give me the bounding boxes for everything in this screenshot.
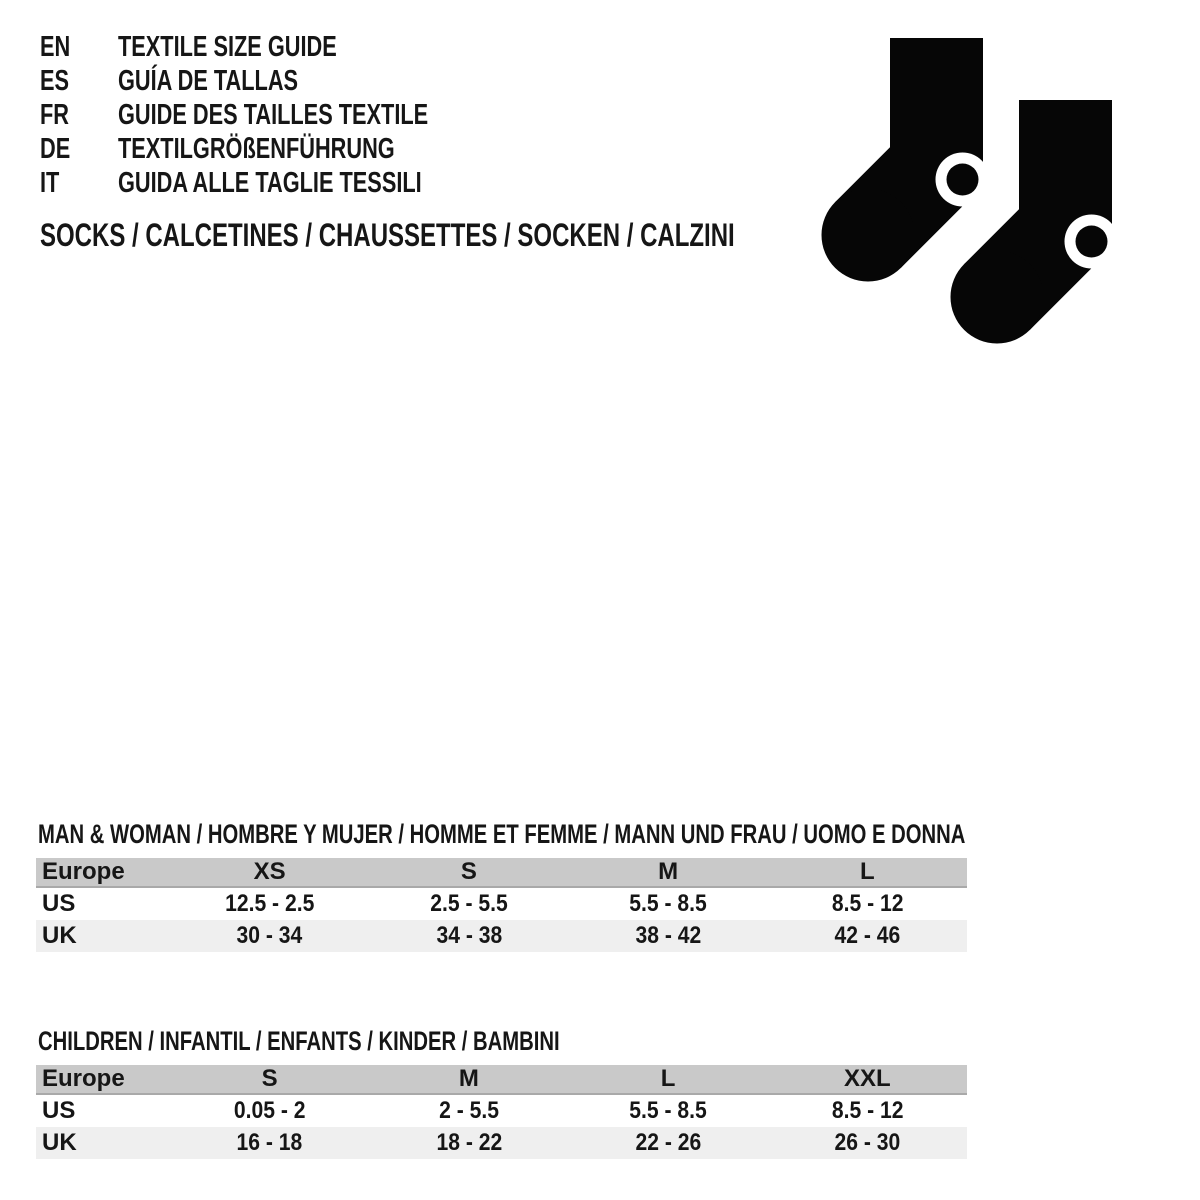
language-title: TEXTILE SIZE GUIDE xyxy=(118,31,337,63)
size-value: 2 - 5.5 xyxy=(438,1097,499,1124)
size-value: 0.05 - 2 xyxy=(233,1097,306,1124)
table-header-row xyxy=(36,858,967,888)
size-value: 2.5 - 5.5 xyxy=(430,890,508,917)
language-title: TEXTILGRÖßENFÜHRUNG xyxy=(118,133,395,165)
size-value: 30 - 34 xyxy=(236,922,303,949)
size-value: 34 - 38 xyxy=(435,922,502,949)
header-cell-size: M xyxy=(458,1065,479,1092)
header-cell-size: XS xyxy=(253,858,286,885)
language-title: GUIDE DES TAILLES TEXTILE xyxy=(118,99,429,131)
header-cell-size: S xyxy=(261,1065,278,1092)
header-cell-size: XXL xyxy=(844,1065,891,1092)
socks-icon xyxy=(815,30,1115,375)
header-cell-size: L xyxy=(660,1065,676,1092)
language-code: EN xyxy=(40,31,71,63)
category-line-text: SOCKS / CALCETINES / CHAUSSETTES / SOCKEN / CALZINI xyxy=(40,217,735,253)
language-code: FR xyxy=(40,99,70,131)
children-table-title: CHILDREN / INFANTIL / ENFANTS / KINDER / BAMBINI xyxy=(38,1026,560,1056)
header-cell-size: L xyxy=(860,858,875,885)
size-value: 26 - 30 xyxy=(834,1129,901,1156)
size-value: 22 - 26 xyxy=(635,1129,702,1156)
table-row-uk xyxy=(36,920,967,952)
row-label: US xyxy=(42,890,76,917)
table-row-uk xyxy=(36,1127,967,1159)
header-cell-region: Europe xyxy=(42,1065,125,1092)
row-label: UK xyxy=(42,1129,77,1156)
size-value: 8.5 - 12 xyxy=(831,1097,904,1124)
table-row-us xyxy=(36,1095,967,1127)
children-table-grid xyxy=(36,1065,967,1159)
adult-size-table xyxy=(36,814,967,952)
language-code: IT xyxy=(40,167,60,199)
language-title: GUÍA DE TALLAS xyxy=(118,65,299,97)
header-cell-region: Europe xyxy=(42,858,125,885)
size-value: 38 - 42 xyxy=(635,922,702,949)
table-header-row xyxy=(36,1065,967,1095)
header-cell-size: S xyxy=(460,858,477,885)
row-label: US xyxy=(42,1097,76,1124)
size-value: 16 - 18 xyxy=(236,1129,303,1156)
size-value: 42 - 46 xyxy=(834,922,901,949)
language-title: GUIDA ALLE TAGLIE TESSILI xyxy=(118,167,422,199)
table-row-us xyxy=(36,888,967,920)
size-value: 12.5 - 2.5 xyxy=(225,890,315,917)
size-value: 5.5 - 8.5 xyxy=(629,890,707,917)
adult-table-title: MAN & WOMAN / HOMBRE Y MUJER / HOMME ET FEMME / MANN UND FRAU / UOMO E DONNA xyxy=(38,819,966,849)
language-code: DE xyxy=(40,133,71,165)
header-cell-size: M xyxy=(658,858,679,885)
size-value: 5.5 - 8.5 xyxy=(629,1097,707,1124)
language-code: ES xyxy=(40,65,70,97)
adult-table-grid xyxy=(36,858,967,952)
size-value: 18 - 22 xyxy=(435,1129,502,1156)
size-value: 8.5 - 12 xyxy=(831,890,904,917)
sock-left xyxy=(822,38,990,282)
children-size-table xyxy=(36,1021,967,1159)
row-label: UK xyxy=(42,922,77,949)
